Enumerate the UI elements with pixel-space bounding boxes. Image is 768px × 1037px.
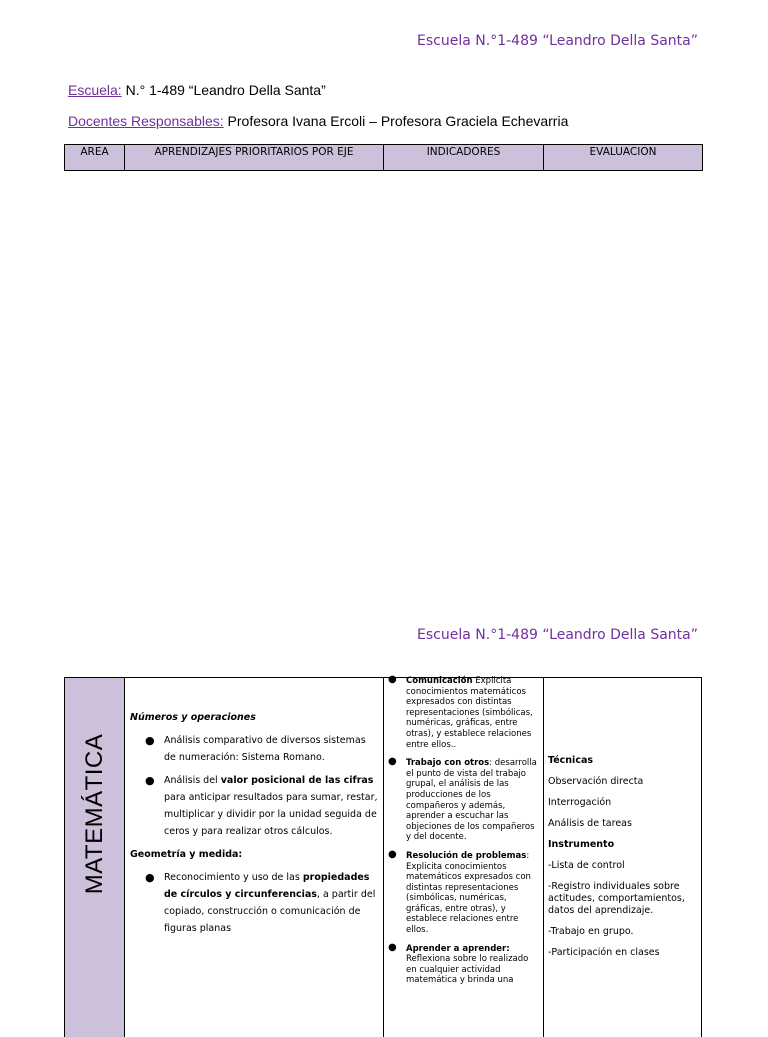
indicator-item: ● Trabajo con otros: desarrolla el punto de vista del trabajo grupal, el análisis de las producciones de los compañeros y además, aprender a escuchar las objeciones de los compañeros y del docente. [406,758,539,843]
header-indicadores: INDICADORES [384,145,544,171]
header-aprendizajes: APRENDIZAJES PRIORITARIOS POR EJE [125,145,384,171]
school-header: Escuela N.°1-489 “Leandro Della Santa” [417,33,698,49]
tecnicas-title: Técnicas [548,755,594,766]
school-info-line [68,82,326,98]
indicator-item: ● Comunicación Explicita conocimientos matemáticos expresados con distintas representaciones (simbólicas, numéricas, gráficas, entre otras), y establece relaciones entre ellos.. [406,676,539,750]
evaluacion-cell [543,677,702,1037]
indicadores-cell [383,677,543,1037]
instrumento-title: Instrumento [548,839,615,850]
planning-table [64,677,702,1037]
instrumento-item: -Participación en clases [548,947,660,958]
header-area: AREA [65,145,125,171]
aprendizajes-cell [124,677,383,1037]
eje-list [130,732,379,840]
instrumento-item: -Trabajo en grupo. [548,926,634,937]
instrumento-item: -Registro individuales sobre actitudes, comportamientos, datos del aprendizaje. [548,881,685,916]
area-cell [64,677,124,1037]
tecnica-item: Interrogación [548,797,612,808]
school-label: Escuela: [68,82,122,98]
list-item: ● Análisis comparativo de diversos sistemas de numeración: Sistema Romano. [164,732,379,766]
planning-header-table [64,144,703,171]
header-evaluacion: EVALUACION [544,145,703,171]
teachers-label: Docentes Responsables: [68,113,224,129]
indicator-item: ● Resolución de problemas: Explicita conocimientos matemáticos expresados con distintas representaciones (simbólicas, numéricas, gráficas, entre otras), y establece relaciones entre ellos. [406,851,539,936]
teachers-info-line [68,113,568,129]
school-header-page2: Escuela N.°1-489 “Leandro Della Santa” [417,627,698,643]
tecnica-item: Análisis de tareas [548,818,632,829]
list-item: ● Reconocimiento y uso de las propiedades de círculos y circunferencias, a partir del copiado, construcción o comunicación de figuras planas [164,869,379,937]
teachers-value: Profesora Ivana Ercoli – Profesora Graciela Echevarria [223,113,569,129]
eje-title: Geometría y medida: [130,849,243,860]
school-value: N.° 1-489 “Leandro Della Santa” [121,82,326,98]
eje-list [130,869,379,937]
list-item: ● Análisis del valor posicional de las cifras para anticipar resultados para sumar, restar, multiplicar y dividir por la unidad seguida de ceros y para realizar otros cálculos. [164,772,379,840]
instrumento-item: -Lista de control [548,860,625,871]
area-label: MATEMÁTICA [80,733,108,895]
indicator-item: ● Aprender a aprender: Reflexiona sobre lo realizado en cualquier actividad matemática y brinda una [406,944,539,986]
tecnica-item: Observación directa [548,776,644,787]
eje-title: Números y operaciones [130,712,256,723]
